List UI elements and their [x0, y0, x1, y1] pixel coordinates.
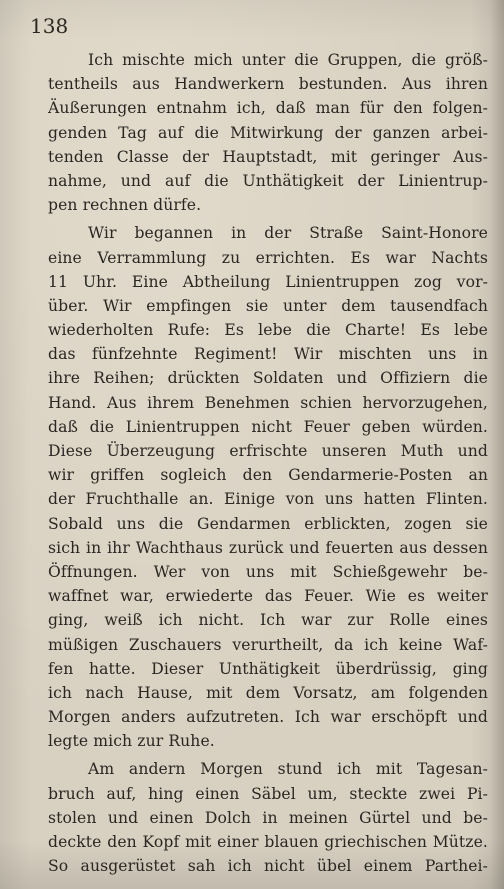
paragraph — [48, 48, 488, 217]
text-line: tentheils aus Handwerkern bestunden. Aus ihren — [48, 75, 488, 94]
text-line: das fünfzehnte Regiment! Wir mischten uns in — [48, 345, 488, 364]
text-line: legte mich zur Ruhe. — [48, 732, 215, 751]
text-line: Wir begannen in der Straße Saint-Honore — [88, 224, 488, 243]
text-line: Am andern Morgen stund ich mit Tagesan- — [88, 760, 488, 779]
text-line: fen hatte. Dieser Unthätigkeit überdrüssig, ging — [48, 659, 488, 678]
text-line: der Fruchthalle an. Einige von uns hatten Flinten. — [48, 490, 488, 509]
text-line: Morgen anders aufzutreten. Ich war erschöpft und — [48, 708, 488, 727]
text-line: sich in ihr Wachthaus zurück und feuerten aus dessen — [48, 538, 488, 557]
text-line: deckte den Kopf mit einer blauen griechischen Mütze. — [48, 833, 488, 851]
text-line: über. Wir empfingen sie unter dem tausendfach — [48, 296, 488, 315]
page-edge-shadow — [490, 0, 504, 889]
body-text — [48, 48, 488, 878]
text-line: Diese Überzeugung erfrischte unseren Muth und — [48, 442, 488, 460]
text-line: daß die Linientruppen nicht Feuer geben würden. — [48, 417, 488, 436]
text-line: ihre Reihen; drückten Soldaten und Offiziern die — [48, 369, 488, 388]
text-line: So ausgerüstet sah ich nicht übel einem Parthei- — [48, 857, 488, 876]
text-line: Hand. Aus ihrem Benehmen schien hervorzugehen, — [48, 393, 488, 412]
text-line: eine Verrammlung zu errichten. Es war Nachts — [48, 248, 488, 267]
text-line: 11 Uhr. Eine Abtheilung Linientruppen zog vor- — [48, 272, 488, 291]
text-line: Ich mischte mich unter die Gruppen, die größ- — [88, 51, 488, 69]
text-line: Äußerungen entnahm ich, daß man für den folgen- — [48, 99, 488, 118]
text-line: ich nach Hause, mit dem Vorsatz, am folgenden — [48, 683, 488, 702]
text-line: ging, weiß ich nicht. Ich war zur Rolle eines — [48, 611, 488, 630]
paragraph — [48, 757, 488, 878]
text-line: tenden Classe der Hauptstadt, mit geringer Aus- — [48, 147, 488, 166]
text-line: nahme, und auf die Unthätigkeit der Linientrup- — [48, 171, 488, 190]
text-line: pen rechnen dürfe. — [48, 196, 202, 215]
text-line: genden Tag auf die Mitwirkung der ganzen arbei- — [48, 123, 488, 142]
text-line: stolen und einen Dolch in meinen Gürtel und be- — [48, 808, 488, 827]
text-line: wir griffen sogleich den Gendarmerie-Posten an — [48, 466, 488, 485]
text-line: bruch auf, hing einen Säbel um, steckte zwei Pi- — [48, 784, 488, 803]
text-line: waffnet war, erwiederte das Feuer. Wie es weiter — [48, 587, 488, 606]
paragraph — [48, 221, 488, 753]
text-line: Sobald uns die Gendarmen erblickten, zogen sie — [48, 514, 488, 533]
text-line: müßigen Zuschauers verurtheilt, da ich keine Waf- — [48, 635, 488, 654]
text-line: wiederholten Rufe: Es lebe die Charte! Es lebe — [48, 321, 488, 340]
text-line: Öffnungen. Wer von uns mit Schießgewehr be- — [48, 562, 488, 581]
page-number: 138 — [30, 14, 69, 38]
